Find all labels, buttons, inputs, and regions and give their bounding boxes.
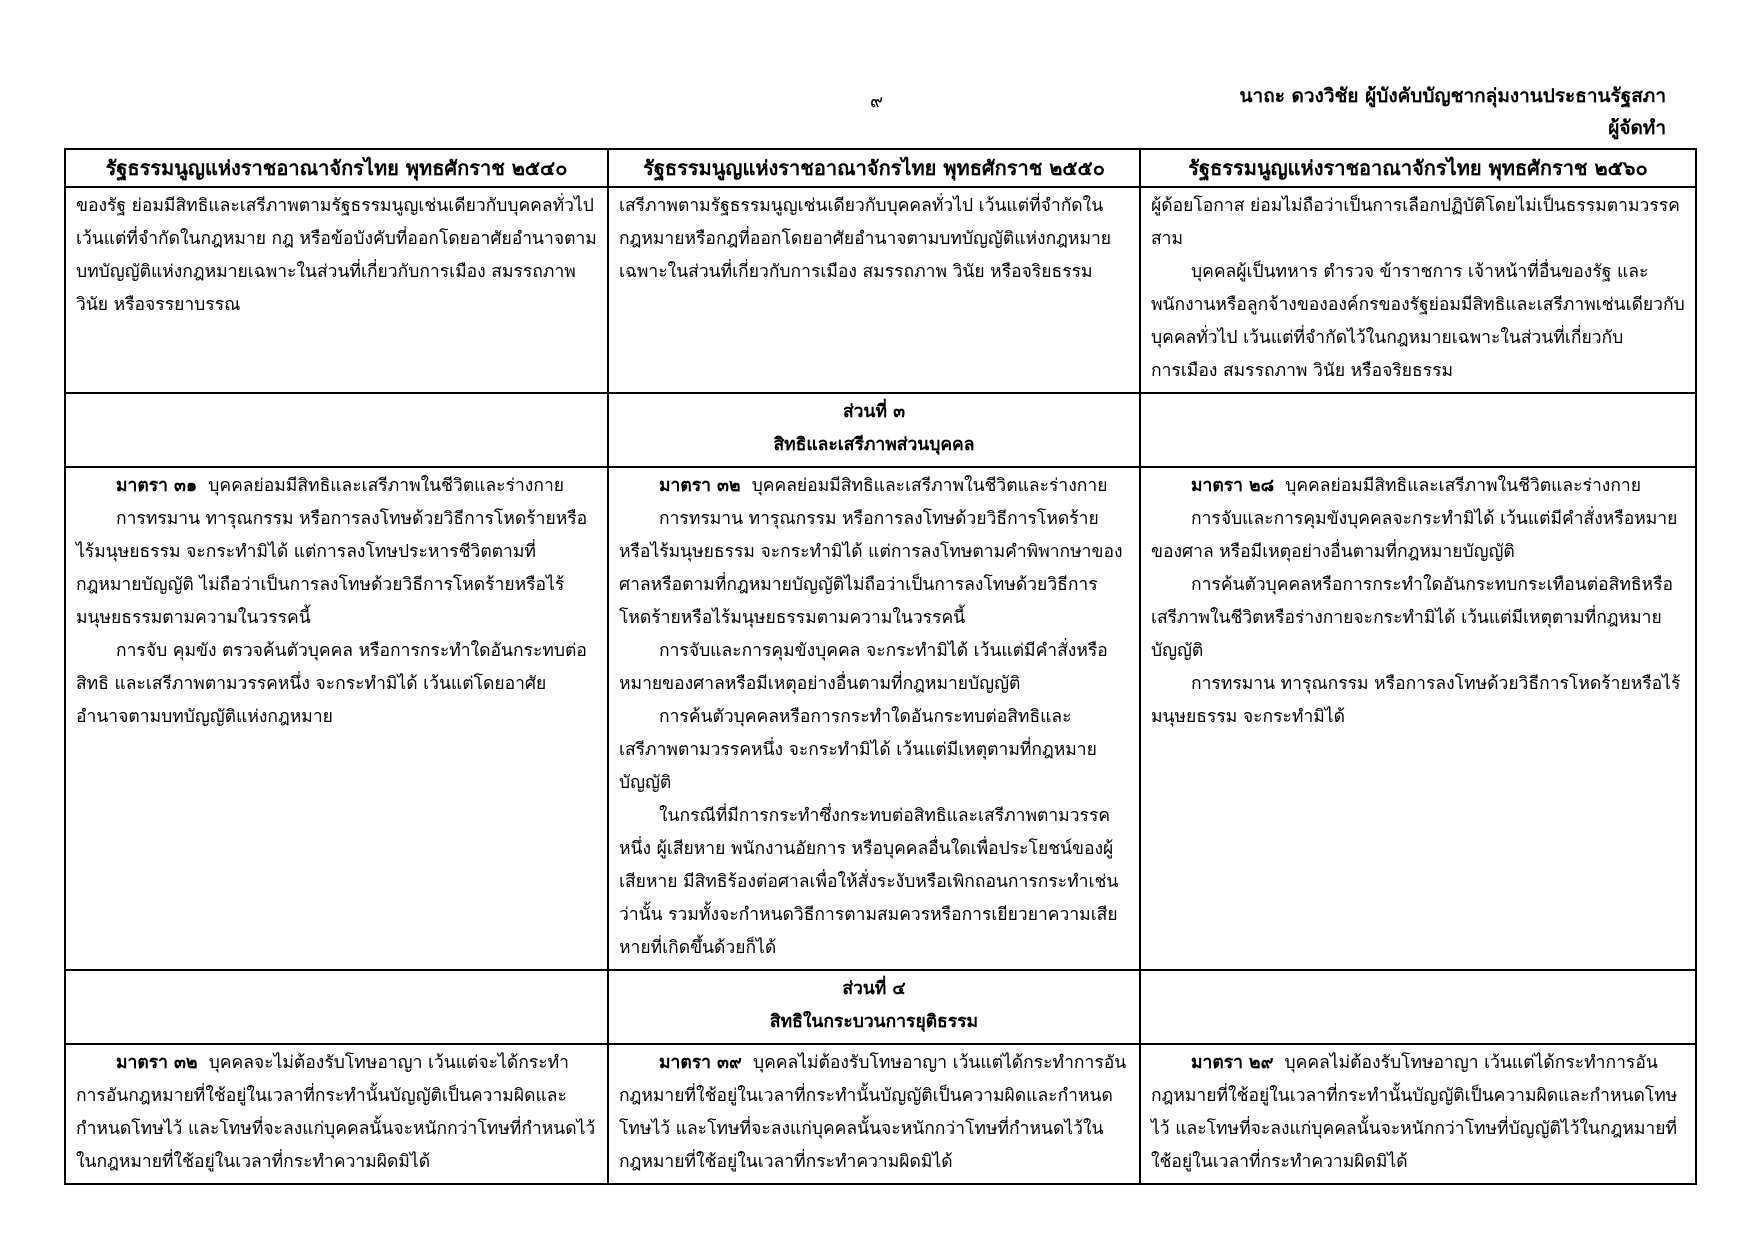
paragraph: ในกรณีที่มีการกระทำซึ่งกระทบต่อสิทธิและเสรีภาพตามวรรคหนึ่ง ผู้เสียหาย พนักงานอัยการ หรือบุคคลอื่นใดเพื่อประโยชน์ของผู้เสียหาย มีสิทธิร้องต่อศาลเพื่อให้สั่งระงับหรือเพิกถอนการกระทำเช่นว่านั้น รวมทั้งจะกำหนดวิธีการตามสมควรหรือการเยียวยาความเสียหายที่เกิดขึ้นด้วยก็ได้: [619, 806, 1119, 958]
section-number: มาตรา ๓๒: [116, 1053, 198, 1073]
empty-cell: [1140, 970, 1696, 1044]
part-row: [65, 970, 1696, 1044]
section-number: มาตรา ๓๑: [116, 476, 198, 496]
cell-2550: [608, 187, 1140, 393]
paragraph: การจับและการคุมขังบุคคล จะกระทำมิได้ เว้นแต่มีคำสั่งหรือหมายของศาลหรือมีเหตุอย่างอื่นตามที่กฎหมายบัญญัติ: [619, 641, 1108, 694]
cell-2540: [65, 1044, 608, 1184]
column-header-2550: รัฐธรรมนูญแห่งราชอาณาจักรไทย พุทธศักราช ๒๕๕๐: [608, 149, 1140, 187]
section-text: บุคคลย่อมมีสิทธิและเสรีภาพในชีวิตและร่างกาย: [1285, 476, 1642, 496]
paragraph: การค้นตัวบุคคลหรือการกระทำใดอันกระทบกระเทือนต่อสิทธิหรือเสรีภาพในชีวิตหรือร่างกายจะกระทำมิได้ เว้นแต่มีเหตุตามที่กฎหมายบัญญัติ: [1151, 575, 1673, 661]
section-number: มาตรา ๒๘: [1191, 476, 1275, 496]
paragraph: [619, 1047, 1129, 1179]
paragraph: [1151, 1047, 1685, 1179]
header-row: [65, 149, 1696, 187]
section-text: บุคคลจะไม่ต้องรับโทษอาญา เว้นแต่จะได้กระทำการอันกฎหมายที่ใช้อยู่ในเวลาที่กระทำนั้นบัญญัติเป็นความผิดและกำหนดโทษไว้ และโทษที่จะลงแก่บุคคลนั้นจะหนักกว่าโทษที่กำหนดไว้ในกฎหมายที่ใช้อยู่ในเวลาที่กระทำความผิดมิได้: [76, 1053, 596, 1172]
section-text: บุคคลไม่ต้องรับโทษอาญา เว้นแต่ได้กระทำการอันกฎหมายที่ใช้อยู่ในเวลาที่กระทำนั้นบัญญัติเป็นความผิดและกำหนดโทษไว้ และโทษที่จะลงแก่บุคคลนั้นจะหนักกว่าโทษที่กำหนดไว้ในกฎหมายที่ใช้อยู่ในเวลาที่กระทำความผิดมิได้: [619, 1053, 1127, 1172]
paragraph: ผู้ด้อยโอกาส ย่อมไม่ถือว่าเป็นการเลือกปฏิบัติโดยไม่เป็นธรรมตามวรรคสาม: [1151, 196, 1680, 249]
section-text: บุคคลย่อมมีสิทธิและเสรีภาพในชีวิตและร่างกาย: [751, 476, 1108, 496]
paragraph: ของรัฐ ย่อมมีสิทธิและเสรีภาพตามรัฐธรรมนูญเช่นเดียวกับบุคคลทั่วไป เว้นแต่ที่จำกัดในกฎหมาย กฎ หรือข้อบังคับที่ออกโดยอาศัยอำนาจตามบทบัญญัติแห่งกฎหมายเฉพาะในส่วนที่เกี่ยวกับการเมือง สมรรถภาพ วินัย หรือจรรยาบรรณ: [76, 196, 597, 315]
table-row: [65, 187, 1696, 393]
cell-2550: [608, 467, 1140, 970]
paragraph: การจับและการคุมขังบุคคลจะกระทำมิได้ เว้นแต่มีคำสั่งหรือหมายของศาล หรือมีเหตุอย่างอื่นตามที่กฎหมายบัญญัติ: [1151, 509, 1678, 562]
table-row: [65, 467, 1696, 970]
paragraph: การทรมาน ทารุณกรรม หรือการลงโทษด้วยวิธีการโหดร้ายหรือไร้มนุษยธรรม จะกระทำมิได้ แต่การลงโทษประหารชีวิตตามที่กฎหมายบัญญัติ ไม่ถือว่าเป็นการลงโทษด้วยวิธีการโหดร้ายหรือไร้มนุษยธรรมตามความในวรรคนี้: [76, 509, 588, 628]
cell-2540: [65, 187, 608, 393]
paragraph: การทรมาน ทารุณกรรม หรือการลงโทษด้วยวิธีการโหดร้ายหรือไร้มนุษยธรรม จะกระทำมิได้: [1151, 674, 1681, 727]
paragraph: เสรีภาพตามรัฐธรรมนูญเช่นเดียวกับบุคคลทั่วไป เว้นแต่ที่จำกัดในกฎหมายหรือกฎที่ออกโดยอาศัยอำนาจตามบทบัญญัติแห่งกฎหมายเฉพาะในส่วนที่เกี่ยวกับการเมือง สมรรถภาพ วินัย หรือจริยธรรม: [619, 196, 1112, 282]
part-subtitle: สิทธิในกระบวนการยุติธรรม: [769, 1012, 979, 1032]
section-number: มาตรา ๓๙: [659, 1053, 742, 1073]
paragraph: การทรมาน ทารุณกรรม หรือการลงโทษด้วยวิธีการโหดร้ายหรือไร้มนุษยธรรม จะกระทำมิได้ แต่การลงโทษตามคำพิพากษาของศาลหรือตามที่กฎหมายบัญญัติไม่ถือว่าเป็นการลงโทษด้วยวิธีการโหดร้ายหรือไร้มนุษยธรรมตามความในวรรคนี้: [619, 509, 1123, 628]
part-heading: [608, 970, 1140, 1044]
paragraph: [1151, 470, 1685, 503]
table-row: [65, 1044, 1696, 1184]
part-row: [65, 393, 1696, 467]
section-number: มาตรา ๓๒: [659, 476, 741, 496]
column-header-2560: รัฐธรรมนูญแห่งราชอาณาจักรไทย พุทธศักราช ๒๕๖๐: [1140, 149, 1696, 187]
paragraph: [619, 470, 1129, 503]
column-header-2540: รัฐธรรมนูญแห่งราชอาณาจักรไทย พุทธศักราช ๒๕๔๐: [65, 149, 608, 187]
cell-2560: [1140, 187, 1696, 393]
empty-cell: [65, 393, 608, 467]
part-heading: [608, 393, 1140, 467]
cell-2560: [1140, 467, 1696, 970]
section-text: บุคคลย่อมมีสิทธิและเสรีภาพในชีวิตและร่างกาย: [208, 476, 565, 496]
author-line: นาถะ ดวงวิชัย ผู้บังคับบัญชากลุ่มงานประธานรัฐสภา: [1239, 85, 1666, 107]
cell-2560: [1140, 1044, 1696, 1184]
author-block: [1240, 80, 1666, 144]
paragraph: [76, 470, 597, 503]
paragraph: การจับ คุมขัง ตรวจค้นตัวบุคคล หรือการกระทำใดอันกระทบต่อสิทธิ และเสรีภาพตามวรรคหนึ่ง จะกระทำมิได้ เว้นแต่โดยอาศัยอำนาจตามบทบัญญัติแห่งกฎหมาย: [76, 641, 587, 727]
cell-2550: [608, 1044, 1140, 1184]
paragraph: [76, 1047, 597, 1179]
empty-cell: [1140, 393, 1696, 467]
empty-cell: [65, 970, 608, 1044]
section-text: บุคคลไม่ต้องรับโทษอาญา เว้นแต่ได้กระทำการอันกฎหมายที่ใช้อยู่ในเวลาที่กระทำนั้นบัญญัติเป็นความผิดและกำหนดโทษไว้ และโทษที่จะลงแก่บุคคลนั้นจะหนักกว่าโทษที่บัญญัติไว้ในกฎหมายที่ใช้อยู่ในเวลาที่กระทำความผิดมิได้: [1151, 1053, 1678, 1172]
paragraph: บุคคลผู้เป็นทหาร ตำรวจ ข้าราชการ เจ้าหน้าที่อื่นของรัฐ และพนักงานหรือลูกจ้างขององค์กรของรัฐย่อมมีสิทธิและเสรีภาพเช่นเดียวกับบุคคลทั่วไป เว้นแต่ที่จำกัดไว้ในกฎหมายเฉพาะในส่วนที่เกี่ยวกับการเมือง สมรรถภาพ วินัย หรือจริยธรรม: [1151, 262, 1685, 381]
paragraph: การค้นตัวบุคคลหรือการกระทำใดอันกระทบต่อสิทธิและเสรีภาพตามวรรคหนึ่ง จะกระทำมิได้ เว้นแต่มีเหตุตามที่กฎหมายบัญญัติ: [619, 707, 1097, 793]
comparison-table: [64, 148, 1697, 1185]
part-title: ส่วนที่ ๔: [842, 979, 906, 999]
page-number: ๙: [870, 91, 884, 112]
author-role: ผู้จัดทำ: [1608, 117, 1666, 139]
part-subtitle: สิทธิและเสรีภาพส่วนบุคคล: [773, 435, 975, 455]
part-title: ส่วนที่ ๓: [842, 402, 906, 422]
section-number: มาตรา ๒๙: [1191, 1053, 1274, 1073]
cell-2540: [65, 467, 608, 970]
